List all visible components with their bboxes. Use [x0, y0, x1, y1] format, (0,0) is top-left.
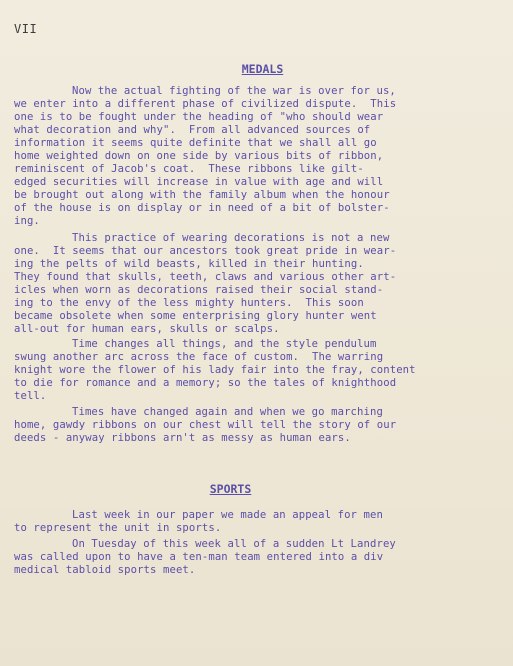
sports-line: to represent the unit in sports. — [14, 522, 222, 534]
medals-line: to die for romance and a memory; so the tales of knighthood — [14, 377, 397, 389]
medals-line: tell. — [14, 390, 47, 402]
sports-line: was called upon to have a ten-man team entered into a div — [14, 551, 384, 563]
medals-line: be brought out along with the family album when the honour — [14, 189, 390, 201]
medals-heading: MEDALS — [241, 62, 284, 76]
medals-line: we enter into a different phase of civilized dispute. This — [14, 98, 397, 110]
sports-heading: SPORTS — [209, 482, 252, 496]
medals-line: They found that skulls, teeth, claws and various other art- — [14, 271, 397, 283]
sports-line: medical tabloid sports meet. — [14, 564, 196, 576]
medals-line: edged securities will increase in value with age and will — [14, 176, 384, 188]
medals-line: ing the pelts of wild beasts, killed in their hunting. — [14, 258, 364, 270]
medals-line: all-out for human ears, skulls or scalps. — [14, 323, 280, 335]
medals-line: knight wore the flower of his lady fair into the fray, content — [14, 364, 416, 376]
medals-line: Now the actual fighting of the war is over for us, — [72, 85, 396, 97]
medals-line: deeds - anyway ribbons arn't as messy as human ears. — [14, 432, 351, 444]
sports-line: On Tuesday of this week all of a sudden Lt Landrey — [72, 538, 396, 550]
medals-line: home weighted down on one side by various bits of ribbon, — [14, 150, 384, 162]
faint-bleed-through — [150, 44, 280, 52]
medals-line: what decoration and why". From all advanced sources of — [14, 124, 371, 136]
medals-line: information it seems quite definite that we shall all go — [14, 137, 377, 149]
medals-line: became obsolete when some enterprising glory hunter went — [14, 310, 377, 322]
medals-line: ing to the envy of the less mighty hunters. This soon — [14, 297, 364, 309]
sports-line: Last week in our paper we made an appeal for men — [72, 509, 383, 521]
medals-line: swung another arc across the face of custom. The warring — [14, 351, 384, 363]
medals-line: icles when worn as decorations raised their social stand- — [14, 284, 384, 296]
medals-line: one is to be fought under the heading of "who should wear — [14, 111, 384, 123]
medals-line: reminiscent of Jacob's coat. These ribbons like gilt- — [14, 163, 364, 175]
medals-line: Times have changed again and when we go marching — [72, 406, 383, 418]
medals-line: This practice of wearing decorations is not a new — [72, 232, 390, 244]
medals-line: Time changes all things, and the style pendulum — [72, 338, 377, 350]
medals-line: home, gawdy ribbons on our chest will tell the story of our — [14, 419, 397, 431]
medals-line: of the house is on display or in need of a bit of bolster- — [14, 202, 390, 214]
medals-line: ing. — [14, 215, 40, 227]
page-number: VII — [14, 22, 38, 36]
medals-line: one. It seems that our ancestors took great pride in wear- — [14, 245, 397, 257]
